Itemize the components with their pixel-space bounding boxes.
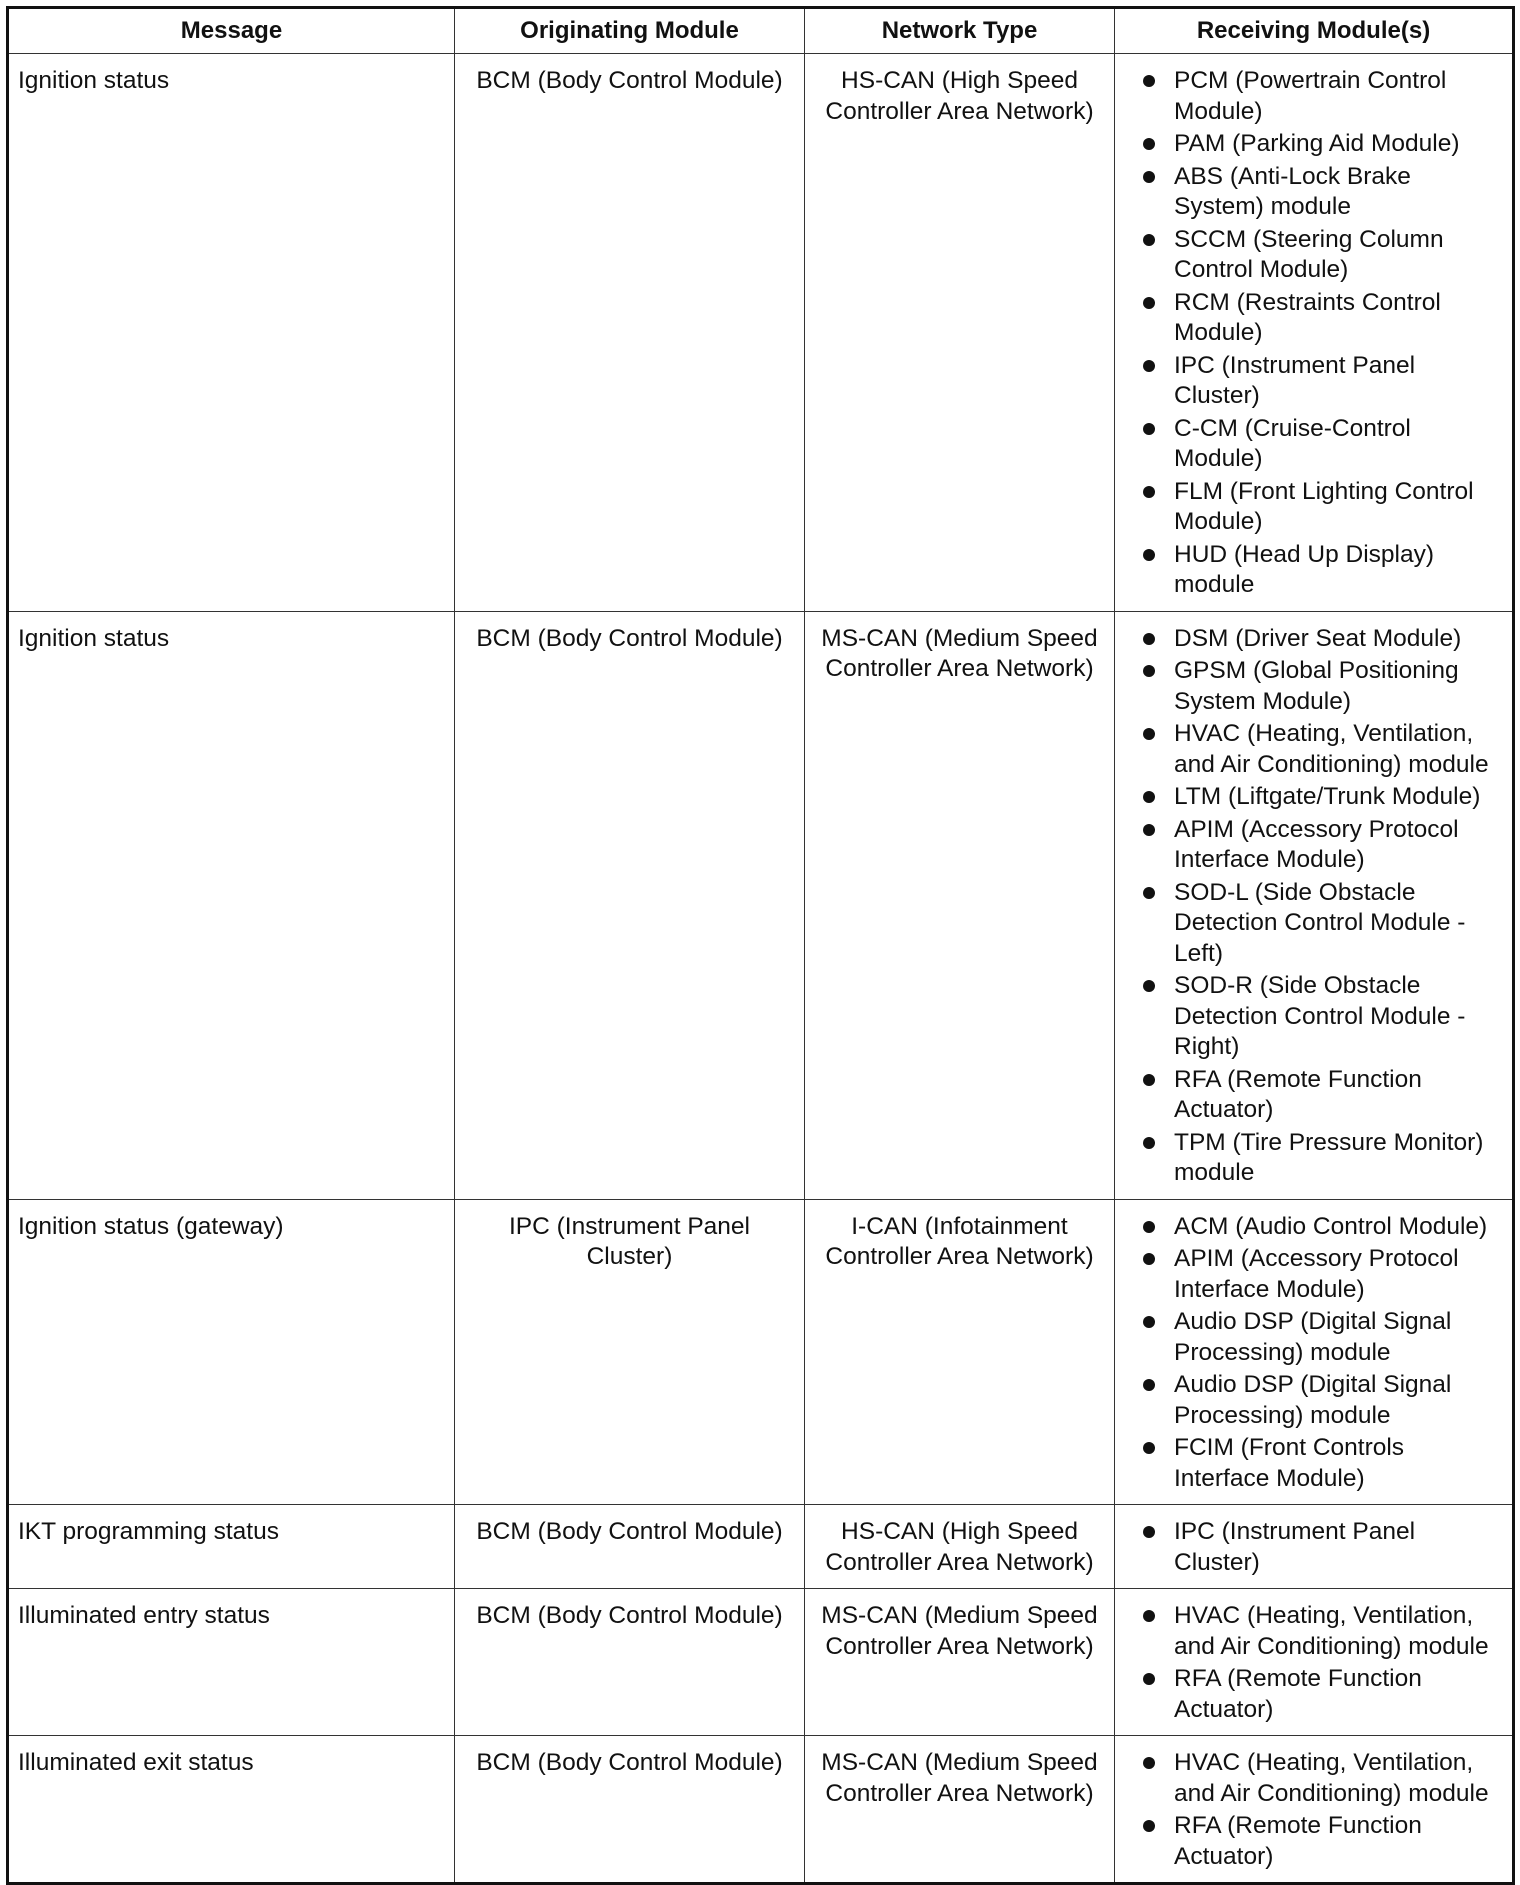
receiving-module-label: IPC (Instrument Panel Cluster) [1174, 1518, 1416, 1576]
list-item [1123, 288, 1506, 349]
bullet-icon [1143, 1526, 1155, 1538]
network-type-cell: MS-CAN (Medium Speed Controller Area Network) [805, 611, 1115, 1199]
network-type-cell: HS-CAN (High Speed Controller Area Network) [805, 1505, 1115, 1589]
message-cell: Ignition status (gateway) [8, 1199, 455, 1505]
table-body [8, 54, 1514, 1884]
receiving-module-label: LTM (Liftgate/Trunk Module) [1174, 783, 1481, 810]
receiving-module-label: HVAC (Heating, Ventilation, and Air Conditioning) module [1174, 1749, 1489, 1807]
bullet-icon [1143, 549, 1155, 561]
message-cell: Ignition status [8, 611, 455, 1199]
list-item [1123, 1065, 1506, 1126]
receiving-modules-cell [1115, 611, 1514, 1199]
receiving-module-label: IPC (Instrument Panel Cluster) [1174, 351, 1416, 409]
originating-module-cell: BCM (Body Control Module) [455, 611, 805, 1199]
receiving-module-label: APIM (Accessory Protocol Interface Module) [1174, 1245, 1459, 1303]
list-item [1123, 815, 1506, 876]
receiving-module-label: C-CM (Cruise-Control Module) [1174, 414, 1411, 472]
receiving-module-label: SOD-L (Side Obstacle Detection Control Module - Left) [1174, 878, 1466, 967]
receiving-modules-list [1123, 624, 1506, 1189]
originating-module-cell: BCM (Body Control Module) [455, 1505, 805, 1589]
bullet-icon [1143, 1757, 1155, 1769]
list-item [1123, 1307, 1506, 1368]
bullet-icon [1143, 138, 1155, 150]
list-item [1123, 162, 1506, 223]
message-cell: Illuminated entry status [8, 1589, 455, 1736]
bullet-icon [1143, 980, 1155, 992]
list-item [1123, 1664, 1506, 1725]
receiving-module-label: RFA (Remote Function Actuator) [1174, 1812, 1422, 1870]
list-item [1123, 66, 1506, 127]
bullet-icon [1143, 1820, 1155, 1832]
bullet-icon [1143, 486, 1155, 498]
originating-module-cell: IPC (Instrument Panel Cluster) [455, 1199, 805, 1505]
list-item [1123, 624, 1506, 655]
receiving-module-label: HUD (Head Up Display) module [1174, 540, 1435, 598]
bullet-icon [1143, 633, 1155, 645]
originating-module-cell: BCM (Body Control Module) [455, 1736, 805, 1884]
receiving-modules-cell [1115, 1589, 1514, 1736]
table-row [8, 1736, 1514, 1884]
receiving-modules-list [1123, 1601, 1506, 1725]
network-type-cell: MS-CAN (Medium Speed Controller Area Network) [805, 1736, 1115, 1884]
table-row [8, 611, 1514, 1199]
list-item [1123, 414, 1506, 475]
list-item [1123, 971, 1506, 1063]
header-receiving-modules: Receiving Module(s) [1115, 8, 1514, 54]
table-row [8, 1199, 1514, 1505]
header-originating-module: Originating Module [455, 8, 805, 54]
receiving-module-label: Audio DSP (Digital Signal Processing) module [1174, 1308, 1452, 1366]
receiving-module-label: DSM (Driver Seat Module) [1174, 624, 1462, 652]
list-item [1123, 1601, 1506, 1662]
list-item [1123, 1433, 1506, 1494]
list-item [1123, 656, 1506, 717]
message-cell: Ignition status [8, 54, 455, 612]
receiving-module-label: RFA (Remote Function Actuator) [1174, 1665, 1422, 1723]
receiving-module-label: RCM (Restraints Control Module) [1174, 288, 1441, 346]
network-message-table [6, 6, 1515, 1885]
table-row [8, 54, 1514, 612]
table-row [8, 1505, 1514, 1589]
receiving-module-label: GPSM (Global Positioning System Module) [1174, 657, 1459, 715]
bullet-icon [1143, 1379, 1155, 1391]
receiving-module-label: ABS (Anti-Lock Brake System) module [1174, 162, 1411, 220]
bullet-icon [1143, 234, 1155, 246]
bullet-icon [1143, 75, 1155, 87]
receiving-module-label: SCCM (Steering Column Control Module) [1174, 225, 1444, 283]
table-header-row [8, 8, 1514, 54]
list-item [1123, 1128, 1506, 1189]
receiving-module-label: ACM (Audio Control Module) [1174, 1212, 1488, 1240]
receiving-module-label: Audio DSP (Digital Signal Processing) module [1174, 1371, 1452, 1429]
list-item [1123, 129, 1506, 160]
originating-module-cell: BCM (Body Control Module) [455, 54, 805, 612]
receiving-module-label: TPM (Tire Pressure Monitor) module [1174, 1128, 1484, 1186]
bullet-icon [1143, 1253, 1155, 1265]
message-cell: IKT programming status [8, 1505, 455, 1589]
receiving-modules-cell [1115, 1736, 1514, 1884]
bullet-icon [1143, 1316, 1155, 1328]
bullet-icon [1143, 1673, 1155, 1685]
list-item [1123, 1244, 1506, 1305]
list-item [1123, 1212, 1506, 1243]
bullet-icon [1143, 171, 1155, 183]
list-item [1123, 1517, 1506, 1578]
receiving-modules-list [1123, 1748, 1506, 1872]
list-item [1123, 1370, 1506, 1431]
receiving-module-label: FCIM (Front Controls Interface Module) [1174, 1434, 1405, 1492]
receiving-module-label: SOD-R (Side Obstacle Detection Control Module - Right) [1174, 972, 1466, 1060]
bullet-icon [1143, 360, 1155, 372]
bullet-icon [1143, 1221, 1155, 1233]
list-item [1123, 878, 1506, 970]
bullet-icon [1143, 791, 1155, 803]
receiving-module-label: HVAC (Heating, Ventilation, and Air Conditioning) module [1174, 1602, 1489, 1660]
bullet-icon [1143, 824, 1155, 836]
header-network-type: Network Type [805, 8, 1115, 54]
receiving-module-label: APIM (Accessory Protocol Interface Module) [1174, 815, 1459, 873]
list-item [1123, 1811, 1506, 1872]
receiving-module-label: PAM (Parking Aid Module) [1174, 130, 1460, 157]
receiving-modules-list [1123, 1517, 1506, 1578]
header-message: Message [8, 8, 455, 54]
receiving-modules-list [1123, 1212, 1506, 1495]
bullet-icon [1143, 1442, 1155, 1454]
table-row [8, 1589, 1514, 1736]
network-type-cell: I-CAN (Infotainment Controller Area Network) [805, 1199, 1115, 1505]
network-type-cell: HS-CAN (High Speed Controller Area Network) [805, 54, 1115, 612]
originating-module-cell: BCM (Body Control Module) [455, 1589, 805, 1736]
bullet-icon [1143, 1137, 1155, 1149]
bullet-icon [1143, 887, 1155, 899]
bullet-icon [1143, 1074, 1155, 1086]
bullet-icon [1143, 728, 1155, 740]
receiving-module-label: HVAC (Heating, Ventilation, and Air Conditioning) module [1174, 720, 1489, 778]
receiving-module-label: RFA (Remote Function Actuator) [1174, 1065, 1422, 1123]
bullet-icon [1143, 423, 1155, 435]
receiving-modules-cell [1115, 1505, 1514, 1589]
list-item [1123, 719, 1506, 780]
receiving-modules-list [1123, 66, 1506, 601]
list-item [1123, 225, 1506, 286]
list-item [1123, 1748, 1506, 1809]
network-type-cell: MS-CAN (Medium Speed Controller Area Network) [805, 1589, 1115, 1736]
receiving-module-label: PCM (Powertrain Control Module) [1174, 67, 1447, 125]
bullet-icon [1143, 665, 1155, 677]
list-item [1123, 782, 1506, 813]
bullet-icon [1143, 297, 1155, 309]
list-item [1123, 540, 1506, 601]
list-item [1123, 477, 1506, 538]
receiving-module-label: FLM (Front Lighting Control Module) [1174, 477, 1474, 535]
message-cell: Illuminated exit status [8, 1736, 455, 1884]
receiving-modules-cell [1115, 54, 1514, 612]
receiving-modules-cell [1115, 1199, 1514, 1505]
list-item [1123, 351, 1506, 412]
bullet-icon [1143, 1610, 1155, 1622]
